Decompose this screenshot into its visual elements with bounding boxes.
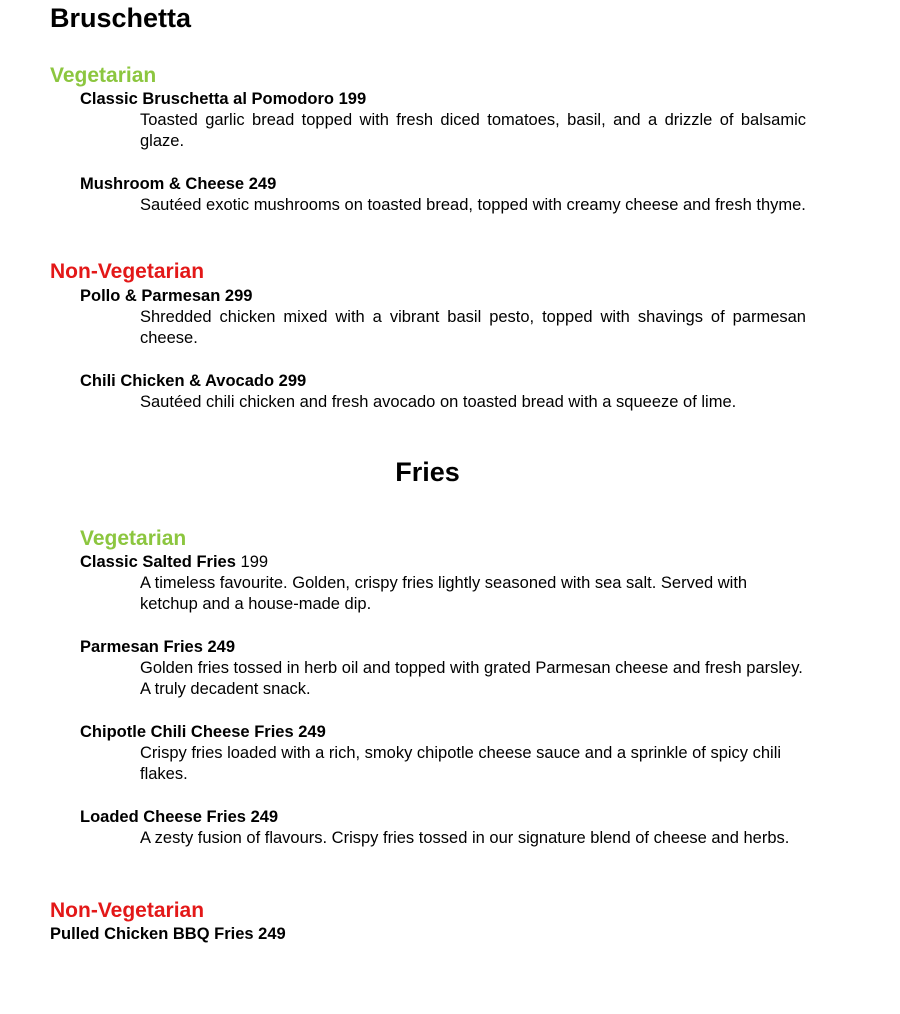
menu-item-description: Shredded chicken mixed with a vibrant basil pesto, topped with shavings of parmesan cheese. xyxy=(140,308,806,347)
item-price: 199 xyxy=(240,553,269,571)
menu-item-name: Parmesan Fries 249 xyxy=(80,638,236,656)
menu-item-description: A timeless favourite. Golden, crispy fries lightly seasoned with sea salt. Served with ketchup and a house-made dip. xyxy=(140,574,748,613)
menu-item-description: Toasted garlic bread topped with fresh diced tomatoes, basil, and a drizzle of balsamic glaze. xyxy=(140,111,806,150)
item-price: 249 xyxy=(258,925,286,943)
item-price: 199 xyxy=(338,90,367,108)
menu-item-name: Chipotle Chili Cheese Fries 249 xyxy=(80,723,326,741)
menu-item-name: Loaded Cheese Fries 249 xyxy=(80,808,279,826)
item-price: 299 xyxy=(278,372,307,390)
category-non-vegetarian-bruschetta: Non-Vegetarian xyxy=(50,260,205,283)
item-price: 249 xyxy=(207,638,236,656)
item-price: 249 xyxy=(298,723,326,741)
menu-item-name: Pollo & Parmesan 299 xyxy=(80,287,253,305)
item-price: 249 xyxy=(248,175,277,193)
menu-item-name: Chili Chicken & Avocado 299 xyxy=(80,372,307,390)
section-title-fries: Fries xyxy=(395,457,460,487)
menu-item-name: Classic Bruschetta al Pomodoro 199 xyxy=(80,90,367,108)
menu-item-name: Pulled Chicken BBQ Fries 249 xyxy=(50,925,286,943)
category-vegetarian-fries: Vegetarian xyxy=(80,527,187,550)
item-price: 299 xyxy=(224,287,253,305)
menu-item-description: A zesty fusion of flavours. Crispy fries tossed in our signature blend of cheese and herbs. xyxy=(140,829,790,847)
menu-item-name: Classic Salted Fries 199 xyxy=(80,553,269,571)
category-non-vegetarian-fries: Non-Vegetarian xyxy=(50,899,205,922)
category-vegetarian-bruschetta: Vegetarian xyxy=(50,64,157,87)
menu-item-description: Crispy fries loaded with a rich, smoky chipotle cheese sauce and a sprinkle of spicy chili flakes. xyxy=(140,744,782,783)
menu-item-description: Sautéed chili chicken and fresh avocado on toasted bread with a squeeze of lime. xyxy=(140,393,737,411)
menu-item-description: Sautéed exotic mushrooms on toasted bread, topped with creamy cheese and fresh thyme. xyxy=(140,196,806,214)
menu-item-name: Mushroom & Cheese 249 xyxy=(80,175,277,193)
section-title-bruschetta: Bruschetta xyxy=(50,3,192,33)
item-price: 249 xyxy=(250,808,279,826)
menu-item-description: Golden fries tossed in herb oil and topped with grated Parmesan cheese and fresh parsley. A truly decadent snack. xyxy=(140,659,803,698)
